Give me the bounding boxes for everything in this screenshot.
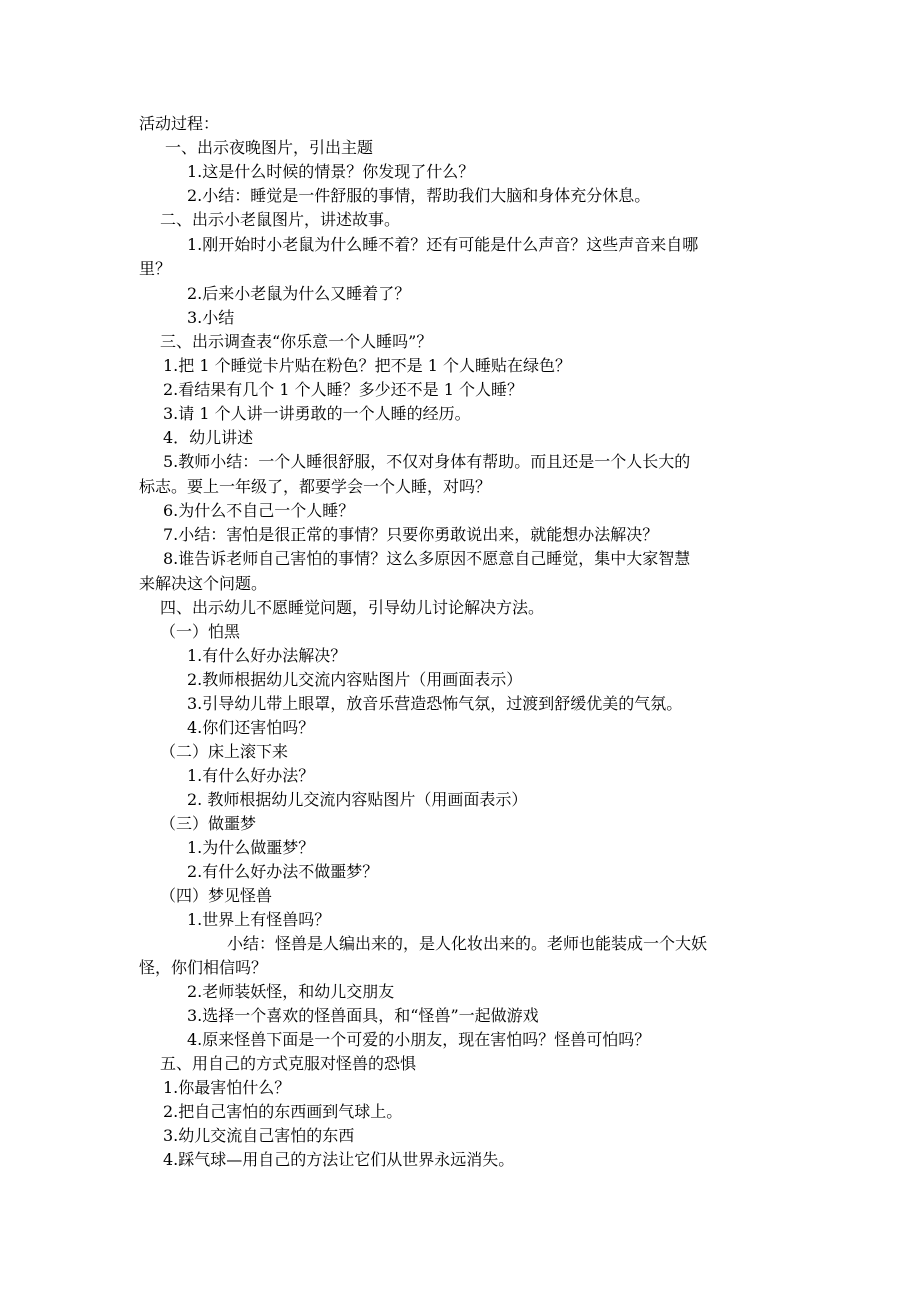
step-item: 4．幼儿讲述	[163, 428, 254, 447]
step-item-continued: 里？	[139, 259, 172, 278]
step-item: 1.把 1 个睡觉卡片贴在粉色？把不是 1 个人睡贴在绿色？	[163, 356, 571, 375]
step-item: 1.这是什么时候的情景？你发现了什么？	[187, 162, 475, 181]
sub-heading: （三）做噩梦	[160, 814, 257, 833]
step-heading: 五、用自己的方式克服对怪兽的恐惧	[160, 1054, 417, 1073]
step-item: 5.教师小结：一个人睡很舒服，不仅对身体有帮助。而且还是一个人长大的	[163, 452, 691, 471]
step-item: 3.选择一个喜欢的怪兽面具，和“怪兽”一起做游戏	[187, 1006, 539, 1025]
step-item: 4.你们还害怕吗？	[187, 718, 315, 737]
step-item: 3.幼儿交流自己害怕的东西	[163, 1126, 355, 1145]
sub-heading: （四）梦见怪兽	[160, 886, 273, 905]
step-item-continued: 标志。要上一年级了，都要学会一个人睡，对吗？	[139, 477, 492, 496]
step-item: 3.小结	[187, 308, 235, 327]
step-item: 1.为什么做噩梦？	[187, 838, 315, 857]
sub-heading: （二）床上滚下来	[160, 742, 289, 761]
step-item: 2.后来小老鼠为什么又睡着了？	[187, 284, 411, 303]
summary-text: 小结：怪兽是人编出来的，是人化妆出来的。老师也能装成一个大妖	[227, 934, 708, 953]
summary-text-continued: 怪，你们相信吗？	[139, 958, 268, 977]
step-item: 2.老师装妖怪，和幼儿交朋友	[187, 982, 395, 1001]
step-item: 1.有什么好办法？	[187, 766, 315, 785]
step-item: 1.你最害怕什么？	[163, 1078, 291, 1097]
step-item: 4.踩气球—用自己的方法让它们从世界永远消失。	[163, 1150, 515, 1169]
step-heading: 四、出示幼儿不愿睡觉问题，引导幼儿讨论解决方法。	[160, 598, 545, 617]
step-item: 2.有什么好办法不做噩梦？	[187, 862, 379, 881]
step-item: 2.小结：睡觉是一件舒服的事情，帮助我们大脑和身体充分休息。	[187, 186, 651, 205]
step-item: 2.教师根据幼儿交流内容贴图片（用画面表示）	[187, 670, 523, 689]
step-item: 2.把自己害怕的东西画到气球上。	[163, 1102, 403, 1121]
step-heading: 二、出示小老鼠图片，讲述故事。	[160, 210, 401, 229]
section-heading: 活动过程：	[139, 114, 220, 133]
sub-heading: （一）怕黑	[160, 622, 241, 641]
step-item: 6.为什么不自己一个人睡？	[163, 501, 355, 520]
step-item: 2.看结果有几个 1 个人睡？多少还不是 1 个人睡？	[163, 380, 523, 399]
step-heading: 一、出示夜晚图片，引出主题	[165, 138, 374, 157]
step-item: 3.请 1 个人讲一讲勇敢的一个人睡的经历。	[163, 404, 471, 423]
step-item: 4.原来怪兽下面是一个可爱的小朋友，现在害怕吗？怪兽可怕吗？	[187, 1030, 651, 1049]
step-item: 8.谁告诉老师自己害怕的事情？这么多原因不愿意自己睡觉，集中大家智慧	[163, 549, 691, 568]
step-item: 1.有什么好办法解决？	[187, 646, 347, 665]
step-item: 7.小结：害怕是很正常的事情？只要你勇敢说出来，就能想办法解决？	[163, 525, 659, 544]
step-item: 3.引导幼儿带上眼罩，放音乐营造恐怖气氛，过渡到舒缓优美的气氛。	[187, 694, 683, 713]
step-item: 2. 教师根据幼儿交流内容贴图片（用画面表示）	[187, 790, 528, 809]
step-item: 1.刚开始时小老鼠为什么睡不着？还有可能是什么声音？这些声音来自哪	[187, 235, 699, 254]
step-heading: 三、出示调查表“你乐意一个人睡吗”？	[160, 332, 433, 351]
step-item-continued: 来解决这个问题。	[139, 574, 268, 593]
step-item: 1.世界上有怪兽吗？	[187, 910, 331, 929]
